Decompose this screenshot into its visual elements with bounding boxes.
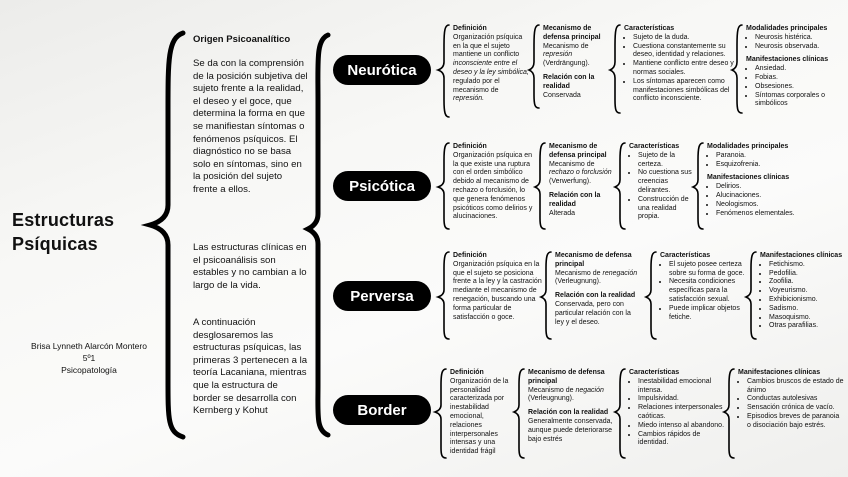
perversa-definition [453, 252, 543, 322]
heading: Manifestaciones clínicas [738, 369, 821, 376]
neurotica-mechanism [543, 25, 609, 100]
text: (Verwerfung). [549, 178, 592, 186]
structure-pill-psicotica: Psicótica [333, 171, 431, 201]
list-item: • Esquizofrenia. [716, 161, 807, 170]
list-item: • Sujeto de la certeza. [638, 152, 695, 170]
main-title [12, 208, 152, 256]
psicotica-modalities [707, 143, 807, 218]
neurotica-characteristics [624, 25, 734, 104]
list-item: • Otras parafilias. [769, 322, 844, 331]
structure-pill-neurotica: Neurótica [333, 55, 431, 85]
list-item: • Ansiedad. [755, 65, 844, 74]
list-item: • Neurosis observada. [755, 43, 844, 52]
list-item: • Fenómenos elementales. [716, 210, 807, 219]
heading: Manifestaciones clínicas [760, 252, 843, 259]
text: (Verleugnung). [528, 395, 574, 403]
text: Mecanismo de [555, 269, 601, 277]
list-item: • El sujeto posee certeza sobre su forma de goce. [669, 261, 746, 279]
text: Conservada [543, 91, 581, 99]
heading: Relación con la realidad [543, 73, 595, 90]
list-item: • Pedofilia. [769, 270, 844, 279]
list-item: • Exhibicionismo. [769, 296, 844, 305]
text: Generalmente conservada, aunque puede deteriorarse bajo estrés [528, 417, 613, 443]
list-item: • Voyeurismo. [769, 287, 844, 296]
text-italic: inconsciente entre el deseo y la ley simbólica, [453, 60, 529, 76]
heading: Características [629, 369, 680, 376]
heading: Mecanismo de defensa principal [543, 25, 601, 41]
author-group: 5º1 [82, 353, 96, 363]
heading: Definición [453, 143, 487, 150]
heading: Definición [450, 369, 484, 376]
text: Organización psíquica en la que el sujeto mantiene un conflicto [453, 33, 523, 59]
structures-bracket [308, 35, 328, 435]
list-item: • Neologismos. [716, 201, 807, 210]
list-item: • Fetichismo. [769, 261, 844, 270]
list-item: • Construcción de una realidad propia. [638, 196, 695, 222]
author-subject: Psicopatología [61, 365, 117, 375]
heading: Mecanismo de defensa principal [549, 143, 607, 159]
list-item: • Conductas autolesivas [747, 395, 844, 404]
list-item: • Alucinaciones. [716, 192, 807, 201]
text: Conservada, pero con particular relación con la ley y el deseo. [555, 300, 631, 326]
heading: Definición [453, 25, 487, 32]
structure-pill-perversa: Perversa [333, 281, 431, 311]
text-italic: renegación [602, 269, 638, 277]
border-characteristics [629, 369, 725, 448]
neurotica-definition [453, 25, 531, 104]
heading: Relación con la realidad [555, 292, 636, 300]
heading: Mecanismo de defensa principal [528, 369, 605, 385]
author-name: Brisa Lynneth Alarcón Montero [31, 341, 147, 351]
text-italic: negación [575, 386, 604, 394]
text: Mecanismo de [549, 160, 595, 168]
heading: Manifestaciones clínicas [707, 174, 790, 182]
text-italic: represión [543, 51, 573, 59]
main-title-line-1: Estructuras [12, 210, 115, 230]
list-item: • Puede implicar objetos fetiche. [669, 305, 746, 323]
author-block [14, 340, 164, 376]
heading: Definición [453, 252, 487, 259]
list-item: • Mantiene conflicto entre deseo y normas sociales. [633, 60, 734, 78]
text: Organización psíquica en la que el sujeto se posiciona frente a la ley y la castración mediante el mecanismo de renegación, buscando una forma particular de satisfacción o goce. [453, 260, 542, 321]
list-item: • Cuestiona constantemente su deseo, identidad y relaciones. [633, 43, 734, 61]
text: Organización psíquica en la que existe una ruptura con el orden simbólico debido al mecanismo de rechazo o forclusión, lo que genera fenómenos psicóticos como delirios y alucinaciones. [453, 151, 533, 221]
text: Alterada [549, 209, 576, 217]
heading: Mecanismo de defensa principal [555, 252, 632, 268]
list-item: • Zoofilia. [769, 278, 844, 287]
heading: Manifestaciones clínicas [746, 56, 829, 64]
list-item: • No cuestiona sus creencias delirantes. [638, 169, 695, 195]
list-item: • Cambios bruscos de estado de ánimo [747, 378, 844, 396]
heading: Características [624, 25, 675, 32]
list-item: • Delirios. [716, 183, 807, 192]
list-item: • Obsesiones. [755, 83, 844, 92]
origin-paragraph-2: Las estructuras clínicas en el psicoanálisis son estables y no cambian a lo largo de la vida. [193, 242, 307, 291]
list-item: • Cambios rápidos de identidad. [638, 431, 725, 449]
border-definition [450, 369, 516, 457]
list-item: • Sujeto de la duda. [633, 34, 734, 43]
main-title-line-2: Psíquicas [12, 234, 98, 254]
list-item: • Sensación crónica de vacío. [747, 404, 844, 413]
perversa-manifestations [760, 252, 844, 331]
psicotica-mechanism [549, 143, 615, 218]
list-item: • Síntomas corporales o simbólicos [755, 92, 844, 110]
origin-paragraph-1: Se da con la comprensión de la posición subjetiva del sujeto frente a la realidad, el deseo y el goce, que determina la forma en que se manifiestan síntomas o fenómenos psíquicos. El diagnóstico no se basa solo en síntomas, sino en la posición del sujeto frente a ellos. [193, 58, 308, 195]
text: Organización de la personalidad caracterizada por inestabilidad emocional, relaciones interpersonales intensas y una identidad frágil [450, 377, 509, 456]
heading: Características [629, 143, 680, 150]
text: Mecanismo de [543, 42, 589, 50]
border-manifestations [738, 369, 844, 431]
text: regulado por el mecanismo de [453, 77, 500, 94]
list-item: • Los síntomas aparecen como manifestaciones simbólicas del conflicto inconsciente. [633, 78, 734, 104]
list-item: • Sadismo. [769, 305, 844, 314]
psicotica-definition [453, 143, 537, 222]
list-item: • Episodios breves de paranoia o disociación bajo estrés. [747, 413, 844, 431]
heading: Relación con la realidad [528, 409, 609, 417]
heading: Características [660, 252, 711, 259]
text-italic: rechazo o forclusión [549, 169, 612, 177]
perversa-characteristics [660, 252, 746, 322]
list-item: • Relaciones interpersonales caóticas. [638, 404, 725, 422]
heading: Relación con la realidad [549, 191, 601, 208]
main-bracket [150, 33, 183, 437]
neurotica-modalities [746, 25, 844, 109]
origin-paragraph-3: A continuación desglosaremos las estructuras psíquicas, las primeras 3 pertenecen a la teoría Lacaniana, mientras que la estructura de border se desarrolla con Kernberg y Kohut [193, 317, 308, 417]
list-item: • Necesita condiciones específicas para la satisfacción sexual. [669, 278, 746, 304]
border-mechanism [528, 369, 616, 444]
text: (Verleugnung). [555, 278, 601, 286]
perversa-mechanism [555, 252, 641, 327]
list-item: • Paranoia. [716, 152, 807, 161]
heading: Modalidades principales [746, 25, 828, 32]
heading: Modalidades principales [707, 143, 789, 150]
list-item: • Masoquismo. [769, 314, 844, 323]
list-item: • Neurosis histérica. [755, 34, 844, 43]
list-item: • Miedo intenso al abandono. [638, 422, 725, 431]
origin-title: Origen Psicoanalítico [193, 34, 291, 45]
text-italic: represión. [453, 95, 485, 103]
psicotica-characteristics [629, 143, 695, 222]
structure-pill-border: Border [333, 395, 431, 425]
list-item: • Impulsividad. [638, 395, 725, 404]
list-item: • Fobias. [755, 74, 844, 83]
text: Mecanismo de [528, 386, 574, 394]
text: (Verdrängung). [543, 60, 590, 68]
list-item: • Inestabilidad emocional intensa. [638, 378, 725, 396]
